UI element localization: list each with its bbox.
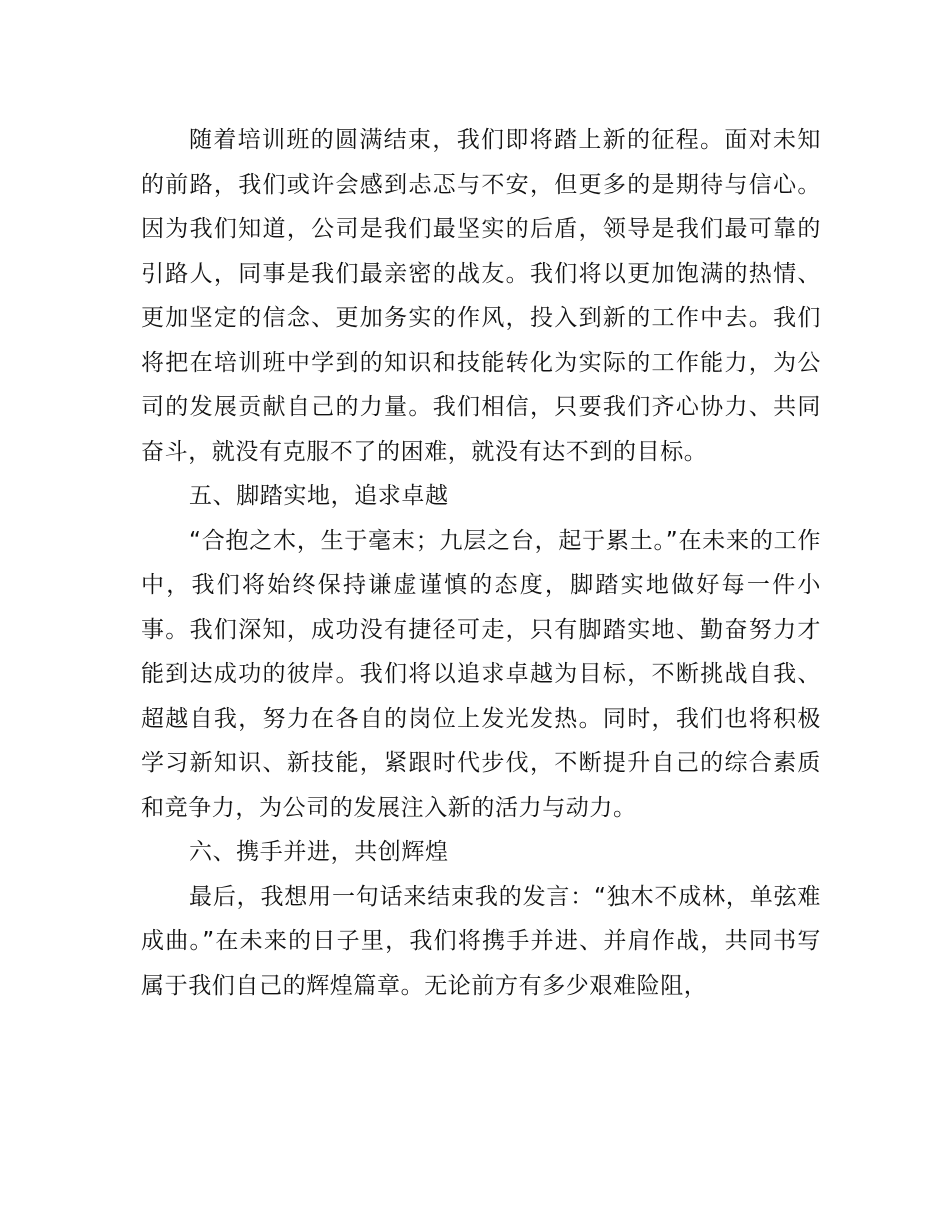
section-heading-six: 六、携手并进，共创辉煌	[189, 839, 449, 865]
paragraph-pursue-excellence: “合抱之木，生于毫末；九层之台，起于累土。”在未来的工作中，我们将始终保持谦虚谨慎的态度，脚踏实地做好每一件小事。我们深知，成功没有捷径可走，只有脚踏实地、勤奋努力才能到达成功的彼岸。我们将以追求卓越为目标，不断挑战自我、超越自我，努力在各自的岗位上发光发热。同时，我们也将积极学习新知识、新技能，紧跟时代步伐，不断提升自己的综合素质和竞争力，为公司的发展注入新的活力与动力。	[141, 527, 821, 821]
document-body	[141, 118, 821, 1008]
paragraph-closing-remarks: 最后，我想用一句话来结束我的发言：“独木不成林，单弦难成曲。”在未来的日子里，我们将携手并进、并肩作战，共同书写属于我们自己的辉煌篇章。无论前方有多少艰难险阻，	[141, 883, 821, 999]
section-heading-five: 五、脚踏实地，追求卓越	[189, 483, 449, 509]
paragraph-training-conclusion: 随着培训班的圆满结束，我们即将踏上新的征程。面对未知的前路，我们或许会感到忐忑与不安，但更多的是期待与信心。因为我们知道，公司是我们最坚实的后盾，领导是我们最可靠的引路人，同事是我们最亲密的战友。我们将以更加饱满的热情、更加坚定的信念、更加务实的作风，投入到新的工作中去。我们将把在培训班中学到的知识和技能转化为实际的工作能力，为公司的发展贡献自己的力量。我们相信，只要我们齐心协力、共同奋斗，就没有克服不了的困难，就没有达不到的目标。	[141, 127, 821, 465]
